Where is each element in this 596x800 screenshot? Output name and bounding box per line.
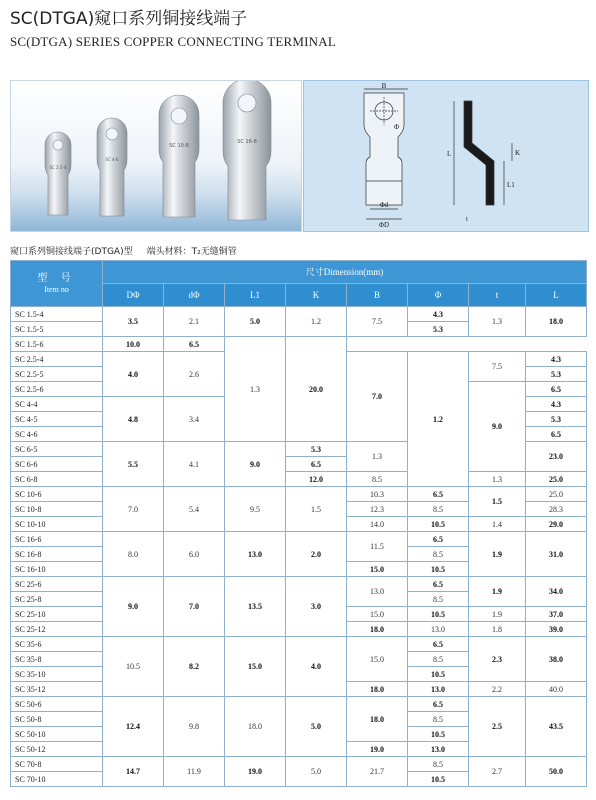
lug-small-1 — [45, 132, 71, 215]
dimension-cell: 1.9 — [469, 532, 526, 577]
dimension-cell: 6.5 — [408, 487, 469, 502]
dimension-cell: 19.0 — [347, 742, 408, 757]
technical-drawing — [303, 80, 589, 232]
dim-label-phi-D: ΦD — [378, 221, 390, 229]
page-title-cn: SC(DTGA)窥口系列铜接线端子 — [10, 9, 248, 29]
dimension-cell: 9.0 — [103, 577, 164, 637]
product-photo — [10, 80, 302, 232]
dimension-cell: 5.3 — [526, 367, 587, 382]
dimension-cell: 5.3 — [286, 442, 347, 457]
item-no-cell: SC 25-10 — [11, 607, 103, 622]
dimension-cell: 2.5 — [469, 697, 526, 757]
dimension-cell: 10.5 — [408, 562, 469, 577]
item-no-cell: SC 16-6 — [11, 532, 103, 547]
item-no-cell: SC 25-6 — [11, 577, 103, 592]
dimension-cell: 4.1 — [164, 442, 225, 487]
dimension-cell: 8.5 — [408, 712, 469, 727]
item-no-cell: SC 1.5-4 — [11, 307, 103, 322]
item-no-cell: SC 35-12 — [11, 682, 103, 697]
table-row — [11, 757, 587, 772]
dimension-cell: 40.0 — [526, 682, 587, 697]
dimension-cell: 2.7 — [469, 757, 526, 787]
dimension-cell: 4.0 — [286, 637, 347, 697]
dimension-cell: 6.5 — [408, 532, 469, 547]
item-no-cell: SC 16-10 — [11, 562, 103, 577]
item-no-cell: SC 70-10 — [11, 772, 103, 787]
column-header: dΦ — [164, 284, 225, 307]
dimension-cell: 20.0 — [286, 337, 347, 442]
dimension-cell: 10.5 — [103, 637, 164, 697]
dimension-cell: 15.0 — [347, 607, 408, 622]
dimension-cell: 8.5 — [347, 472, 408, 487]
dimension-cell: 8.5 — [408, 592, 469, 607]
dimension-cell: 1.2 — [408, 352, 469, 487]
dimension-cell: 4.3 — [408, 307, 469, 322]
dimension-cell: 7.0 — [103, 487, 164, 532]
column-header: t — [469, 284, 526, 307]
dimension-cell: 7.5 — [469, 352, 526, 382]
dimension-cell: 6.5 — [526, 427, 587, 442]
table-row — [11, 577, 587, 592]
dimension-cell: 8.5 — [408, 502, 469, 517]
lug-small-2 — [97, 118, 127, 216]
dimension-cell: 18.0 — [225, 697, 286, 757]
lug-medium — [159, 95, 199, 217]
dimension-cell: 25.0 — [526, 472, 587, 487]
dimension-cell: 5.0 — [225, 307, 286, 337]
dimension-cell: 11.9 — [164, 757, 225, 787]
dimension-cell: 2.2 — [469, 682, 526, 697]
item-no-cell: SC 4-6 — [11, 427, 103, 442]
dimension-cell: 7.0 — [164, 577, 225, 637]
dimension-cell: 2.3 — [469, 637, 526, 682]
dimension-cell: 4.3 — [526, 397, 587, 412]
dimension-cell: 11.5 — [347, 532, 408, 562]
table-row — [11, 532, 587, 547]
dimension-cell: 50.0 — [526, 757, 587, 787]
dimension-cell: 12.3 — [347, 502, 408, 517]
item-no-cell: SC 1.5-6 — [11, 337, 103, 352]
dimension-cell: 12.4 — [103, 697, 164, 757]
item-no-cell: SC 10-8 — [11, 502, 103, 517]
dimension-cell: 15.0 — [347, 562, 408, 577]
dimension-cell: 38.0 — [526, 637, 587, 682]
dimension-cell: 5.5 — [103, 442, 164, 487]
dimension-cell: 1.8 — [469, 622, 526, 637]
dimension-cell: 4.0 — [103, 352, 164, 397]
dimension-cell: 2.0 — [286, 532, 347, 577]
dimension-cell: 5.0 — [286, 757, 347, 787]
dimension-cell: 6.5 — [526, 382, 587, 397]
lug-label-1: SC 2.5-4 — [49, 165, 67, 170]
item-no-cell: SC 2.5-4 — [11, 352, 103, 367]
dimension-cell: 2.6 — [164, 352, 225, 397]
item-no-cell: SC 6-8 — [11, 472, 103, 487]
lug-label-3: SC 10-8 — [169, 143, 189, 149]
column-header: DΦ — [103, 284, 164, 307]
dimension-cell: 10.5 — [408, 772, 469, 787]
item-no-cell: SC 1.5-5 — [11, 322, 103, 337]
dimension-cell: 19.0 — [225, 757, 286, 787]
dimension-cell: 1.5 — [469, 487, 526, 517]
item-no-cell: SC 6-6 — [11, 457, 103, 472]
dimension-cell: 12.0 — [286, 472, 347, 487]
item-no-cell: SC 70-8 — [11, 757, 103, 772]
dimension-table — [10, 260, 587, 787]
dimension-cell: 15.0 — [347, 637, 408, 682]
dimension-cell: 13.0 — [347, 577, 408, 607]
dimension-cell: 1.9 — [469, 607, 526, 622]
dimension-cell: 14.0 — [347, 517, 408, 532]
dim-label-t: t — [466, 215, 468, 223]
item-no-cell: SC 50-10 — [11, 727, 103, 742]
dimension-cell: 4.8 — [103, 397, 164, 442]
item-no-cell: SC 10-10 — [11, 517, 103, 532]
table-row — [11, 307, 587, 322]
dimension-cell: 15.0 — [225, 637, 286, 697]
dimension-cell: 5.0 — [286, 697, 347, 757]
column-header: K — [286, 284, 347, 307]
dimension-cell: 7.5 — [347, 307, 408, 337]
dimension-cell: 10.5 — [408, 517, 469, 532]
table-row — [11, 337, 587, 352]
dimension-cell: 13.0 — [408, 682, 469, 697]
dimension-cell: 9.5 — [225, 487, 286, 532]
dimension-drawing — [304, 81, 588, 231]
caption-type: 窥口系列铜接线端子(DTGA)型 — [10, 247, 133, 257]
dimension-cell: 18.0 — [347, 622, 408, 637]
dimension-cell: 1.3 — [225, 337, 286, 442]
header-model — [11, 261, 103, 307]
dimension-cell: 1.2 — [286, 307, 347, 337]
item-no-cell: SC 16-8 — [11, 547, 103, 562]
dimension-cell: 8.5 — [408, 757, 469, 772]
item-no-cell: SC 6-5 — [11, 442, 103, 457]
dimension-cell: 6.5 — [286, 457, 347, 472]
table-caption — [10, 244, 237, 257]
dimension-cell: 3.5 — [103, 307, 164, 337]
dimension-cell: 10.5 — [408, 727, 469, 742]
item-no-cell: SC 25-8 — [11, 592, 103, 607]
page-title-en: SC(DTGA) SERIES COPPER CONNECTING TERMINAL — [10, 34, 336, 49]
dimension-cell: 8.5 — [408, 547, 469, 562]
dimension-cell: 28.3 — [526, 502, 587, 517]
dimension-cell: 5.3 — [408, 322, 469, 337]
dimension-cell: 1.5 — [286, 487, 347, 532]
dimension-cell: 9.0 — [225, 442, 286, 487]
dimension-cell: 1.4 — [469, 517, 526, 532]
dimension-cell: 8.0 — [103, 532, 164, 577]
dimension-cell: 7.0 — [347, 352, 408, 442]
dimension-cell: 13.0 — [408, 622, 469, 637]
dimension-cell: 10.0 — [103, 337, 164, 352]
item-no-cell: SC 10-6 — [11, 487, 103, 502]
item-no-cell: SC 50-6 — [11, 697, 103, 712]
dimension-cell: 34.0 — [526, 577, 587, 607]
dimension-cell: 25.0 — [526, 487, 587, 502]
dimension-cell: 10.5 — [408, 607, 469, 622]
dimension-cell: 1.3 — [469, 307, 526, 337]
dimension-cell: 13.0 — [408, 742, 469, 757]
dimension-cell: 3.0 — [286, 577, 347, 637]
table-row — [11, 697, 587, 712]
dimension-cell: 3.4 — [164, 397, 225, 442]
column-header: L1 — [225, 284, 286, 307]
column-header: B — [347, 284, 408, 307]
dimension-cell: 6.5 — [164, 337, 225, 352]
table-row — [11, 487, 587, 502]
header-model-en: Item no — [44, 284, 69, 294]
dimension-cell: 2.1 — [164, 307, 225, 337]
item-no-cell: SC 35-6 — [11, 637, 103, 652]
dimension-cell: 18.0 — [347, 697, 408, 742]
dimension-cell: 8.5 — [408, 652, 469, 667]
dimension-cell: 6.0 — [164, 532, 225, 577]
table-row — [11, 637, 587, 652]
header-dimension: 尺寸Dimension(mm) — [103, 261, 587, 284]
item-no-cell: SC 35-8 — [11, 652, 103, 667]
dimension-cell: 31.0 — [526, 532, 587, 577]
dimension-cell: 23.0 — [526, 442, 587, 472]
dimension-cell: 39.0 — [526, 622, 587, 637]
dim-label-phi-d: Φd — [379, 201, 389, 209]
dimension-cell: 6.5 — [408, 637, 469, 652]
dimension-cell: 9.8 — [164, 697, 225, 757]
dimension-cell: 1.3 — [347, 442, 408, 472]
dimension-cell: 14.7 — [103, 757, 164, 787]
lug-label-2: SC 4-6 — [105, 157, 119, 162]
dimension-cell: 43.5 — [526, 697, 587, 757]
dimension-cell: 10.5 — [408, 667, 469, 682]
dimension-cell: 18.0 — [347, 682, 408, 697]
dimension-cell: 10.3 — [347, 487, 408, 502]
dim-label-b: B — [381, 82, 387, 90]
dimension-cell: 13.5 — [225, 577, 286, 637]
dimension-cell: 1.3 — [469, 472, 526, 487]
table-row — [11, 472, 587, 487]
item-no-cell: SC 4-5 — [11, 412, 103, 427]
dim-label-l1: L1 — [507, 181, 515, 189]
dimension-cell: 8.2 — [164, 637, 225, 697]
dim-label-phi: Φ — [394, 123, 400, 131]
lug-label-4: SC 16-8 — [237, 139, 257, 145]
dimension-cell: 13.0 — [225, 532, 286, 577]
item-no-cell: SC 25-12 — [11, 622, 103, 637]
item-no-cell: SC 35-10 — [11, 667, 103, 682]
item-no-cell: SC 4-4 — [11, 397, 103, 412]
item-no-cell: SC 2.5-6 — [11, 382, 103, 397]
dimension-cell: 37.0 — [526, 607, 587, 622]
dim-label-l: L — [447, 150, 452, 158]
item-no-cell: SC 2.5-5 — [11, 367, 103, 382]
lug-large — [223, 81, 271, 220]
dimension-cell: 29.0 — [526, 517, 587, 532]
item-no-cell: SC 50-8 — [11, 712, 103, 727]
dimension-cell: 1.9 — [469, 577, 526, 607]
column-header: L — [526, 284, 587, 307]
dimension-cell: 6.5 — [408, 697, 469, 712]
caption-material: 端头材料：T₂无缝铜管 — [146, 247, 237, 257]
dimension-cell: 6.5 — [408, 577, 469, 592]
dimension-cell: 21.7 — [347, 757, 408, 787]
dimension-cell: 4.3 — [526, 352, 587, 367]
dimension-cell: 5.3 — [526, 412, 587, 427]
dimension-cell: 5.4 — [164, 487, 225, 532]
dimension-cell: 18.0 — [526, 307, 587, 337]
header-model-cn: 型 号 — [37, 272, 76, 284]
dimension-cell: 9.0 — [469, 382, 526, 472]
column-header: Φ — [408, 284, 469, 307]
dim-label-k: K — [515, 149, 521, 157]
item-no-cell: SC 50-12 — [11, 742, 103, 757]
copper-lugs-illustration — [11, 81, 301, 231]
